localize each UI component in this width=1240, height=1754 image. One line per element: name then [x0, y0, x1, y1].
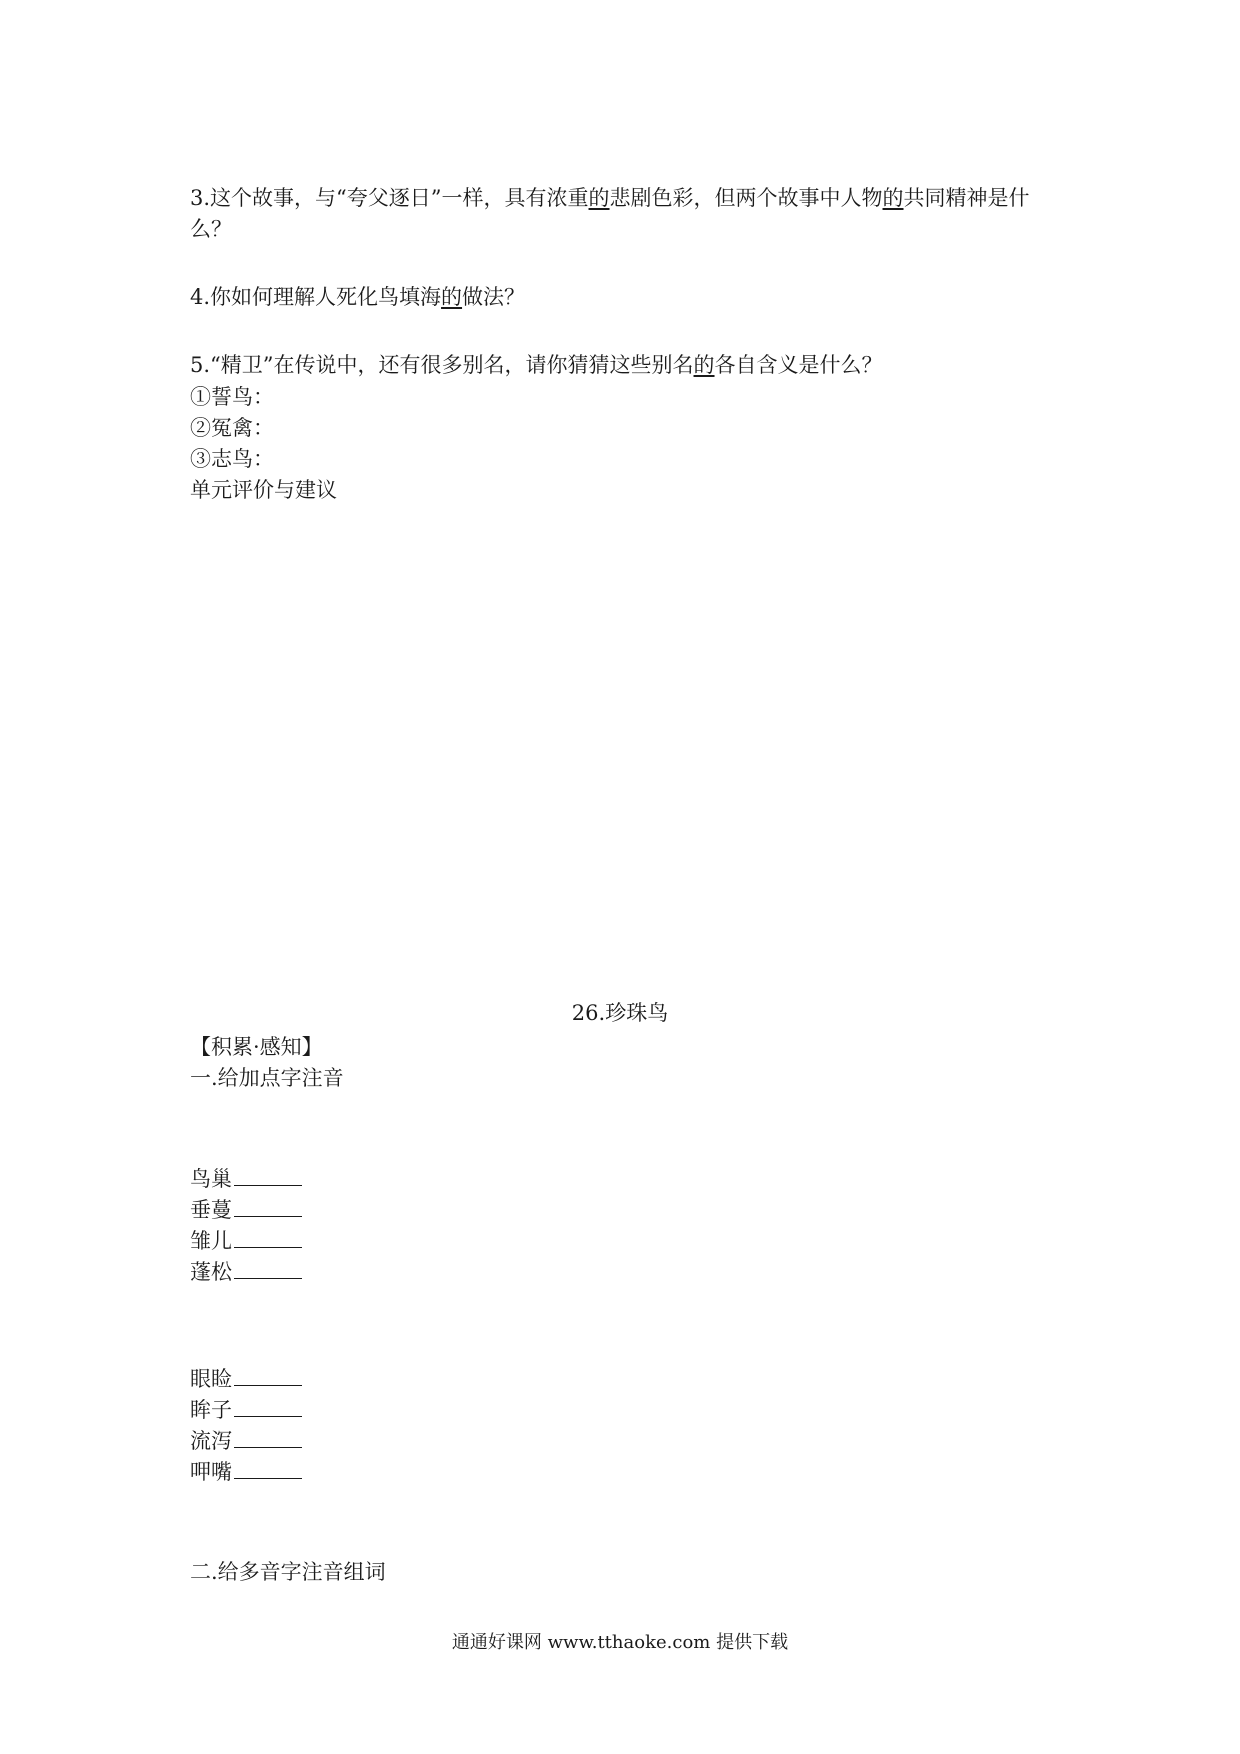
- word: 流泻: [190, 1429, 232, 1453]
- word: 垂蔓: [190, 1198, 232, 1222]
- q4-underlined-de: 的: [441, 285, 463, 309]
- pinyin-item: [190, 1364, 302, 1394]
- q5-text-b: 各自含义是什么？: [714, 353, 883, 377]
- word: 雏儿: [190, 1229, 232, 1253]
- pinyin-item: [190, 1426, 302, 1456]
- question-3-line-1: [190, 183, 1030, 213]
- q5-item-1: ①誓鸟：: [190, 385, 274, 409]
- q3-text-b: 悲剧色彩，但两个故事中人物: [609, 186, 883, 210]
- pinyin-item: [190, 1195, 302, 1225]
- q5-item-2: ②冤禽：: [190, 416, 274, 440]
- answer-blank[interactable]: [234, 1258, 302, 1279]
- q5-item-3: ③志鸟：: [190, 447, 274, 471]
- word: 鸟巢: [190, 1167, 232, 1191]
- part-1-title: 一.给加点字注音: [190, 1066, 344, 1090]
- q3-text-c: 共同精神是什: [903, 186, 1030, 210]
- word: 呷嘴: [190, 1460, 232, 1484]
- q3-text-a: 3.这个故事，与“夸父逐日”一样，具有浓重: [190, 186, 589, 210]
- word: 眼睑: [190, 1367, 232, 1391]
- answer-blank[interactable]: [234, 1365, 302, 1386]
- question-5: [190, 350, 883, 380]
- q3-underlined-de-1: 的: [588, 186, 610, 210]
- pinyin-item: [190, 1395, 302, 1425]
- q5-underlined-de: 的: [693, 353, 715, 377]
- pinyin-item: [190, 1226, 302, 1256]
- question-4: [190, 282, 525, 312]
- lesson-title: 26.珍珠鸟: [571, 1001, 669, 1025]
- pinyin-item: [190, 1457, 302, 1487]
- page-footer: 通通好课网 www.tthaoke.com 提供下载: [451, 1632, 789, 1653]
- q3-underlined-de-2: 的: [882, 186, 904, 210]
- q4-text-a: 4.你如何理解人死化鸟填海: [190, 285, 442, 309]
- pinyin-item: [190, 1257, 302, 1287]
- answer-blank[interactable]: [234, 1427, 302, 1448]
- part-2-title: 二.给多音字注音组词: [190, 1560, 386, 1584]
- answer-blank[interactable]: [234, 1396, 302, 1417]
- answer-blank[interactable]: [234, 1227, 302, 1248]
- answer-blank[interactable]: [234, 1458, 302, 1479]
- unit-evaluation-heading: 单元评价与建议: [190, 478, 337, 502]
- word: 蓬松: [190, 1260, 232, 1284]
- question-3-line-2: 么？: [190, 217, 232, 241]
- answer-blank[interactable]: [234, 1196, 302, 1217]
- q4-text-b: 做法？: [462, 285, 526, 309]
- answer-blank[interactable]: [234, 1165, 302, 1186]
- section-header: 【积累·感知】: [190, 1035, 323, 1059]
- q5-text-a: 5.“精卫”在传说中，还有很多别名，请你猜猜这些别名: [190, 353, 694, 377]
- word: 眸子: [190, 1398, 232, 1422]
- pinyin-item: [190, 1164, 302, 1194]
